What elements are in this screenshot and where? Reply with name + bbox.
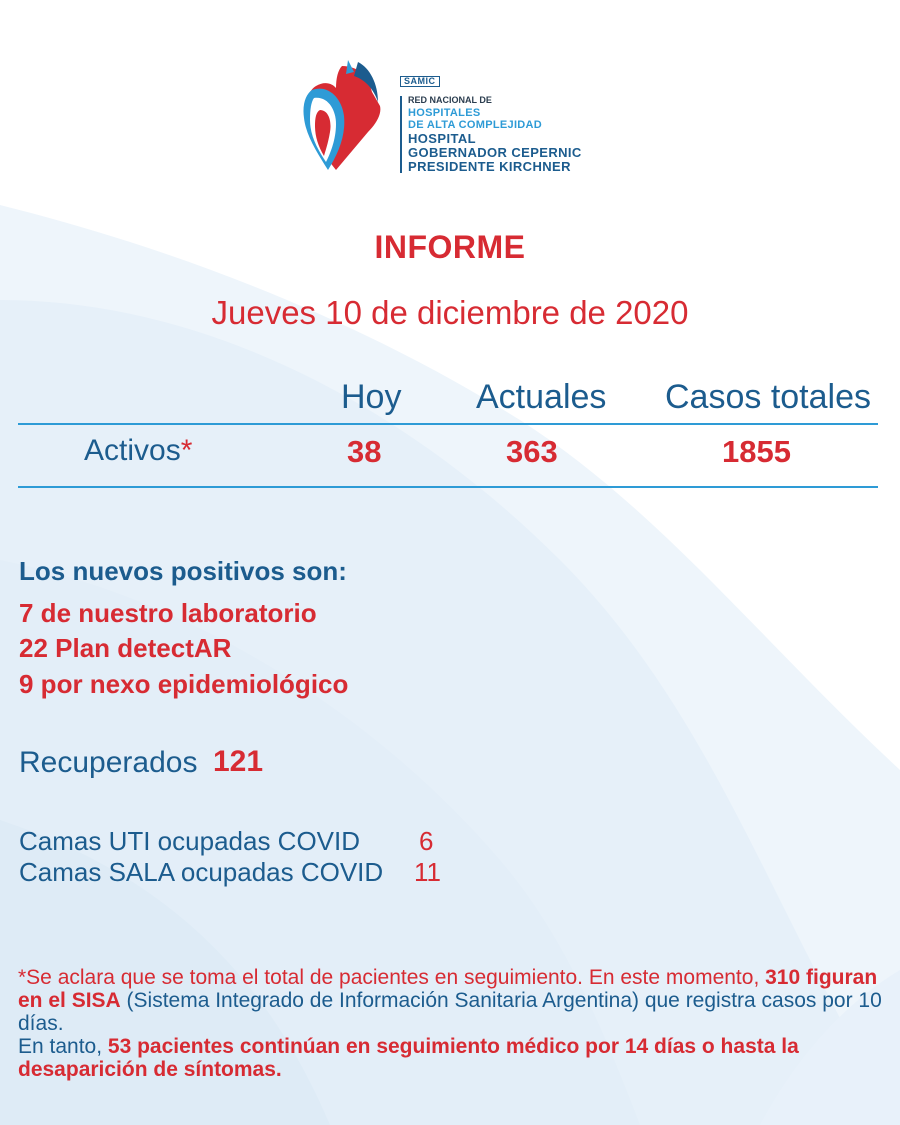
camas-sala-label: Camas SALA ocupadas COVID — [19, 857, 384, 887]
heart-hospital-logo-icon — [298, 58, 388, 180]
camas-sala-value: 11 — [414, 857, 441, 887]
nuevos-positivos-title: Los nuevos positivos son: — [19, 556, 347, 586]
column-header-hoy: Hoy — [341, 378, 402, 416]
footnote-asterisk: * — [180, 434, 193, 467]
camas-uti-value: 6 — [419, 826, 434, 856]
footnote-highlight: 53 pacientes continúan en seguimiento médico por 14 días o hasta la desaparición de síntomas. — [18, 1035, 799, 1082]
samic-badge: SAMIC — [400, 76, 440, 87]
nuevos-positivos-item: 22 Plan detectAR — [19, 633, 232, 663]
brand-line: HOSPITAL — [408, 131, 476, 146]
brand-line: GOBERNADOR CEPERNIC — [408, 145, 582, 160]
footnote-part: *Se aclara que se toma el total de pacientes en seguimiento. En este momento, — [18, 966, 766, 989]
brand-block — [400, 72, 582, 173]
table-divider-bottom — [18, 486, 878, 488]
column-header-actuales: Actuales — [476, 378, 607, 416]
recuperados-label: Recuperados — [19, 746, 198, 779]
row-label-activos — [84, 434, 192, 468]
nuevos-positivos-item: 9 por nexo epidemiológico — [19, 669, 349, 699]
footnote-part: (Sistema Integrado de Información Sanitaria Argentina) que registra casos por 10 días. — [18, 989, 882, 1036]
value-actuales: 363 — [506, 434, 558, 469]
value-casos-totales: 1855 — [722, 434, 791, 469]
brand-lines — [400, 96, 582, 173]
footnote-highlight: 310 figuran en el SISA — [18, 966, 878, 1013]
report-date: Jueves 10 de diciembre de 2020 — [211, 294, 689, 331]
recuperados-value: 121 — [213, 745, 264, 778]
brand-line: RED NACIONAL DE — [408, 95, 492, 105]
value-hoy: 38 — [347, 434, 382, 469]
brand-line: DE ALTA COMPLEJIDAD — [408, 119, 543, 131]
column-header-casos-totales: Casos totales — [665, 378, 871, 416]
footnote — [18, 966, 896, 1081]
report-title: INFORME — [374, 229, 526, 265]
camas-uti-label: Camas UTI ocupadas COVID — [19, 826, 361, 856]
nuevos-positivos-item: 7 de nuestro laboratorio — [19, 598, 317, 628]
footnote-part: En tanto, — [18, 1035, 108, 1059]
brand-line: PRESIDENTE KIRCHNER — [408, 159, 571, 174]
table-divider-top — [18, 423, 878, 425]
brand-line: HOSPITALES — [408, 107, 481, 119]
row-label-text: Activos — [84, 434, 181, 467]
